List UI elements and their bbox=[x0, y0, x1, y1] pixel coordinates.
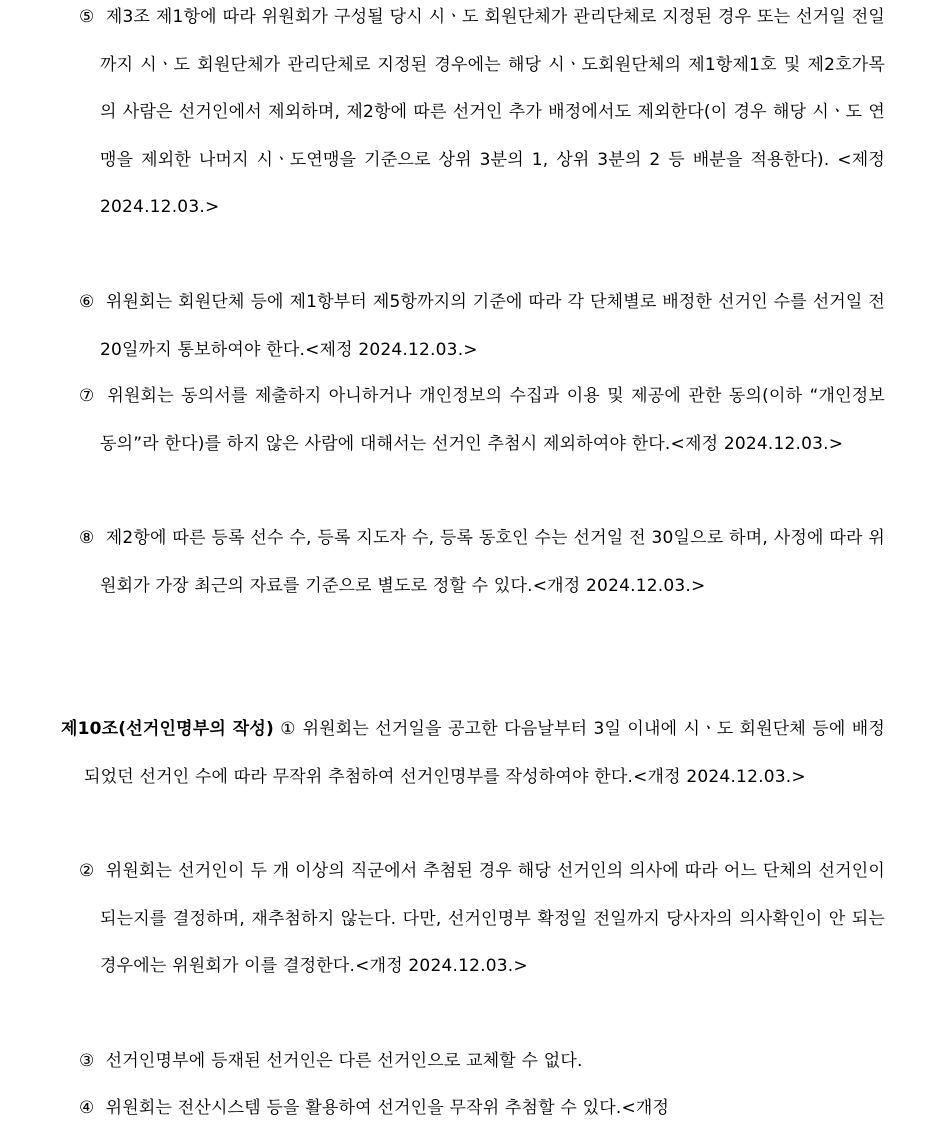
paragraph-marker: ⑧ bbox=[79, 528, 95, 548]
paragraph-text: 위원회는 전산시스템 등을 활용하여 선거인을 무작위 추첨할 수 있다.<개정 bbox=[105, 1098, 670, 1118]
paragraph-text: 제3조 제1항에 따라 위원회가 구성될 당시 시ㆍ도 회원단체가 관리단체로 지정된 경우 또는 선거일 전일까지 시ㆍ도 회원단체가 관리단체로 지정된 경우에는 해당 시ㆍ도회원단체의 제1항제1호 및 제2호가목의 사람은 선거인에서 제외하며, 제2항에 따른 선거인 추가 배정에서도 제외한다(이 경우 해당 시ㆍ도 연맹을 제외한 나머지 시ㆍ도연맹을 기준으로 상위 3분의 1, 상위 3분의 2 등 배분을 적용한다). <제정 2024.12.03.> bbox=[100, 7, 885, 217]
paragraph-marker: ② bbox=[79, 861, 95, 881]
paragraph-marker: ⑦ bbox=[79, 386, 95, 406]
paragraph-9-5 bbox=[79, 0, 885, 232]
paragraph-text: 제2항에 따른 등록 선수 수, 등록 지도자 수, 등록 동호인 수는 선거일 전 30일으로 하며, 사정에 따라 위원회가 가장 최근의 자료를 기준으로 별도로 정할 수 있다.<개정 2024.12.03.> bbox=[100, 528, 885, 596]
article-10-paragraph-2 bbox=[79, 848, 885, 991]
paragraph-marker: ① bbox=[280, 719, 297, 739]
paragraph-text: 위원회는 회원단체 등에 제1항부터 제5항까지의 기준에 따라 각 단체별로 배정한 선거인 수를 선거일 전 20일까지 통보하여야 한다.<제정 2024.12.03.> bbox=[100, 292, 885, 360]
article-10-paragraph-3 bbox=[79, 1038, 885, 1086]
paragraph-9-6 bbox=[79, 279, 885, 374]
article-10-paragraph-1 bbox=[61, 705, 885, 801]
paragraph-9-8 bbox=[79, 515, 885, 610]
paragraph-9-7 bbox=[79, 373, 885, 468]
paragraph-text: 선거인명부에 등재된 선거인은 다른 선거인으로 교체할 수 없다. bbox=[105, 1051, 583, 1071]
article-10-title: 제10조(선거인명부의 작성) bbox=[61, 719, 274, 739]
paragraph-marker: ③ bbox=[79, 1051, 95, 1071]
paragraph-text: 위원회는 선거인이 두 개 이상의 직군에서 추첨된 경우 해당 선거인의 의사에 따라 어느 단체의 선거인이 되는지를 결정하며, 재추첨하지 않는다. 다만, 선거인명부 확정일 전일까지 당사자의 의사확인이 안 되는 경우에는 위원회가 이를 결정한다.<개정 2024.12.03.> bbox=[100, 861, 885, 976]
paragraph-marker: ⑥ bbox=[79, 292, 95, 312]
article-10-paragraph-4 bbox=[79, 1085, 885, 1133]
paragraph-text: 위원회는 선거일을 공고한 다음날부터 3일 이내에 시ㆍ도 회원단체 등에 배정되었던 선거인 수에 따라 무작위 추첨하여 선거인명부를 작성하여야 한다.<개정 2024.12.03.> bbox=[84, 719, 886, 787]
paragraph-marker: ④ bbox=[79, 1098, 95, 1118]
paragraph-text: 위원회는 동의서를 제출하지 아니하거나 개인정보의 수집과 이용 및 제공에 관한 동의(이하 “개인정보 동의”라 한다)를 하지 않은 사람에 대해서는 선거인 추첨시 제외하여야 한다.<제정 2024.12.03.> bbox=[100, 386, 886, 454]
paragraph-marker: ⑤ bbox=[79, 7, 95, 27]
